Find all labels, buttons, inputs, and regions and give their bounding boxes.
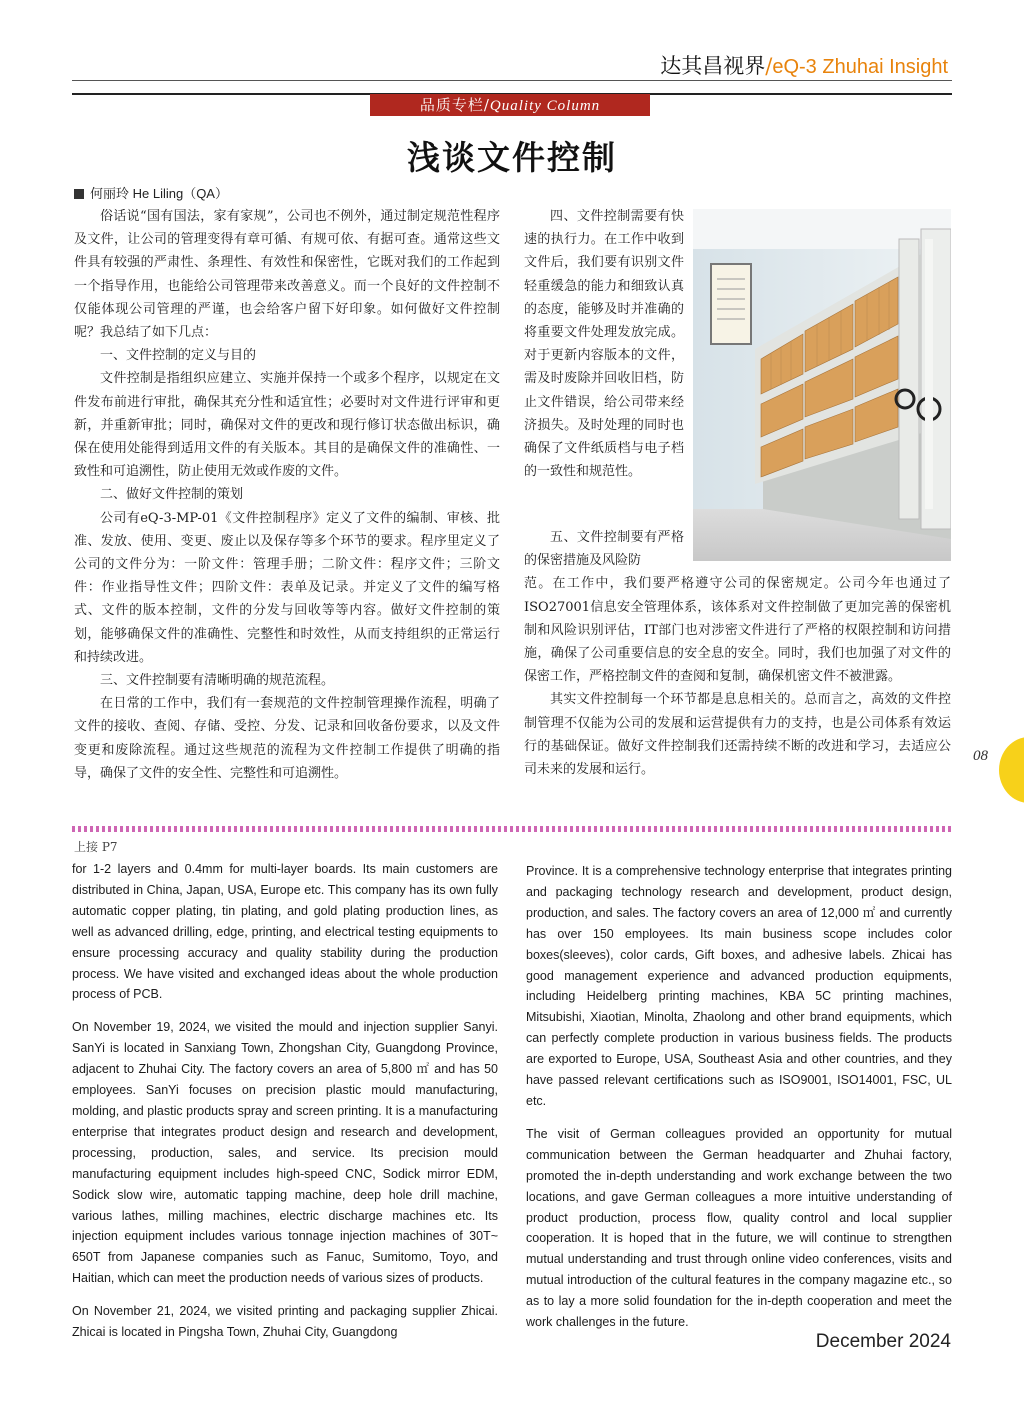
article-paragraph: 四、文件控制需要有快速的执行力。在工作中收到文件后，我们要有识别文件轻重缓急的能力和细致认真的态度，能够及时并准确的将重要文件处理发放完成。对于更新内容版本的文件，需及时废除并回收旧档，防止文件错误，给公司带来经济损失。及时处理的同时也确保了文件纸质档与电子档的一致性和规范性。 — [524, 209, 684, 480]
column-banner-separator: / — [483, 96, 490, 114]
article-paragraph: 在日常的工作中，我们有一套规范的文件控制管理操作流程，明确了文件的接收、查阅、存储、受控、分发、记录和回收备份要求，以及文件变更和废除流程。通过这些规范的流程为文件控制工作提供了明确的指导，确保了文件的安全性、完整性和可追溯性。 — [74, 696, 500, 781]
archive-shelves-photo — [693, 209, 951, 561]
article-column-right-wide — [524, 526, 951, 781]
article-paragraph: 文件控制是指组织应建立、实施并保持一个或多个程序，以规定在文件发布前进行审批，确保其充分性和适宜性；必要时对文件进行评审和更新，并重新审批；同时，确保对文件的更改和现行修订状态做出标识，确保在使用处能得到适用文件的有关版本。其目的是确保文件的准确性、一致性和可追溯性，防止使用无效或作废的文件。 — [74, 371, 500, 480]
page-number: 08 — [973, 748, 988, 764]
article-paragraph: 范。在工作中，我们要严格遵守公司的保密规定。公司今年也通过了ISO27001信息安全管理体系，该体系对文件控制做了更加完善的保密机制和风险识别评估，IT部门也对涉密文件进行了严格的权限控制和访问措施，确保了公司重要信息的安全息的安全。同时，我们也加强了对文件的保密工作，严格控制文件的查阅和复制，确保机密文件不被泄露。 — [524, 576, 951, 685]
section-heading: 一、文件控制的定义与目的 — [100, 348, 257, 364]
english-paragraph: On November 19, 2024, we visited the mould and injection supplier Sanyi. SanYi is located in Sanxiang Town, Zhongshan City, Guangdong Province, adjacent to Zhuhai City. The factory covers an area of 5,800 ㎡ and has 50 employees. SanYi focuses on precision plastic mould manufacturing, molding, and plastic products spray and screen printing. It is a manufacturing enterprise that integrates product design and research and development, processing, production, sales, and service. Its precision mould manufacturing equipment includes high-speed CNC, Sodick mirror EDM, Sodick slow wire, automatic tapping machine, deep hole drill machine, various lathes, milling machines, electric discharge machines etc. Its injection equipment includes various tonnage injection machines of 30T~ 650T from Japanese companies such as Fanuc, Sumitomo, Toyo, and Haitian, which can meet the production needs of various sizes of products. — [72, 1020, 498, 1286]
article-paragraph: 公司有eQ-3-MP-01《文件控制程序》定义了文件的编制、审核、批准、发放、使用、变更、废止以及保存等多个环节的要求。程序里定义了公司的文件分为：一阶文件：管理手册；二阶文件：程序文件；三阶文件：作业指导性文件；四阶文件：表单及记录。并定义了文件的编写格式、文件的版本控制，文件的分发与回收等等内容。做好文件控制的策划，能够确保文件的准确性、完整性和时效性，从而支持组织的正常运行和持续改进。 — [74, 510, 500, 665]
brand-en: eQ-3 Zhuhai Insight — [772, 56, 948, 78]
section-heading: 三、文件控制要有清晰明确的规范流程。 — [100, 673, 335, 689]
english-paragraph: The visit of German colleagues provided an opportunity for mutual communication between the German headquarter and Zhuhai factory, promoted the in-depth understanding and work exchange between the two locations, and gave German colleagues a more intuitive understanding of product production, process flow, quality control and local supplier cooperation. It is hoped that in the future, we will continue to strengthen mutual understanding and trust through online video conferences, visits and mutual introduction of the cultural features in the company magazine etc., so as to lay a more solid foundation for the in-depth cooperation and meet the work challenges in the future. — [526, 1126, 952, 1330]
column-banner — [370, 94, 650, 116]
section-heading: 五、文件控制要有严格的保密措施及风险防 — [524, 530, 684, 569]
issue-date: December 2024 — [815, 1331, 951, 1352]
section-heading: 二、做好文件控制的策划 — [100, 487, 244, 503]
column-banner-zh: 品质专栏 — [419, 96, 484, 114]
article-title: 浅谈文件控制 — [407, 138, 617, 177]
byline-square-icon — [74, 189, 84, 199]
masthead — [660, 50, 948, 80]
page-number-tab — [999, 737, 1024, 803]
brand-zh: 达其昌视界 — [660, 54, 766, 78]
article-column-left — [74, 205, 500, 785]
english-paragraph: Province. It is a comprehensive technology enterprise that integrates printing and packaging technology research and development, product design, production, and sales. The factory covers an area of 12,000 ㎡ and currently has over 150 employees. Its main business scope includes color boxes(sleeves), color cards, Gift boxes, and adhesive labels. Zhicai has good management experience and advanced production equipments, including Heidelberg printing machines, KBA 5C printing machines, Mitsubishi, Xiaotian, Minolta, Zhaolong and other brand equipments, which can perfectly complete production in various business fields. The products are exported to Europe, USA, Southeast Asia and other countries, and they have passed relevant certifications such as ISO9001, ISO14001, FSC, UL etc. — [526, 864, 952, 1108]
english-column-left — [72, 859, 498, 1355]
english-column-right — [526, 861, 952, 1345]
english-paragraph: On November 21, 2024, we visited printing and packaging supplier Zhicai. Zhicai is located in Pingsha Town, Zhuhai City, Guangdong — [72, 1304, 498, 1340]
continued-from-label: 上接 P7 — [74, 840, 118, 854]
byline — [74, 183, 228, 202]
column-banner-en: Quality Column — [489, 98, 601, 114]
archive-shelves-illustration — [693, 209, 951, 561]
article-column-right-narrow — [524, 205, 684, 483]
article-conclusion: 其实文件控制每一个环节都是息息相关的。总而言之，高效的文件控制管理不仅能为公司的发展和运营提供有力的支持，也是公司体系有效运行的基础保证。做好文件控制我们还需持续不断的改进和学习，去适应公司未来的发展和运行。 — [524, 692, 951, 778]
byline-text: 何丽玲 He Liling（QA） — [90, 186, 228, 201]
brand-separator: / — [765, 54, 773, 78]
header-rule-top — [72, 80, 952, 81]
article-paragraph: 俗话说“国有国法，家有家规”，公司也不例外，通过制定规范性程序及文件，让公司的管理变得有章可循、有规可依、有据可查。通常这些文件具有较强的严肃性、条理性、有效性和保密性，它既对我们的工作起到一个指导作用，也能给公司管理带来改善意义。而一个良好的文件控制不仅能体现公司管理的严谨，也会给客户留下好印象。如何做好文件控制呢？我总结了如下几点： — [74, 209, 500, 341]
section-divider — [72, 826, 952, 832]
english-paragraph: for 1-2 layers and 0.4mm for multi-layer boards. Its main customers are distributed in China, Japan, USA, Europe etc. This company has its own fully automatic copper plating, tin plating, and gold plating production lines, as well as advanced drilling, edge, printing, and electrical testing equipments to ensure processing accuracy and quality stability during the production process. We have visited and exchanged ideas about the whole production process of PCB. — [72, 862, 498, 1002]
